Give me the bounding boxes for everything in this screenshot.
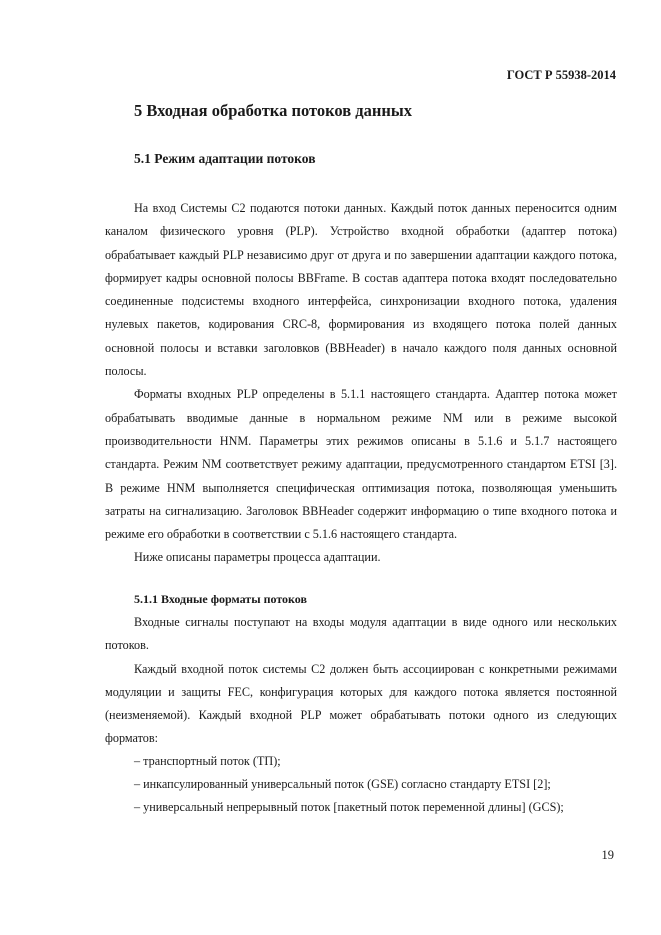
- paragraph: На вход Системы С2 подаются потоки данных. Каждый поток данных переносится одним каналом физического уровня (PLP). Устройство входной обработки (адаптер потока) обрабатывает каждый PLP независимо друг от друга и по завершении адаптации каждого потока, формирует кадры основной полосы BBFrame. В состав адаптера потока входят последовательно соединенные подсистемы входного интерфейса, синхронизации входного потока, удаления нулевых пакетов, кодирования CRC-8, формирования из входящего потока полей данных основной полосы и вставки заголовков (BBHeader) в начало каждого поля данных основной полосы.: [105, 201, 617, 379]
- paragraph: Форматы входных PLP определены в 5.1.1 настоящего стандарта. Адаптер потока может обрабатывать вводимые данные в нормальном режиме NM или в режиме высокой производительности HNM. Параметры этих режимов описаны в 5.1.6 и 5.1.7 настоящего стандарта. Режим NM соответствует режиму адаптации, предусмотренного стандартом ETSI [3]. В режиме HNM выполняется специфическая оптимизация потока, позволяющая уменьшить затраты на сигнализацию. Заголовок BBHeader содержит информацию о типе входного потока и режиме его обработки в соответствии с 5.1.6 настоящего стандарта.: [105, 387, 617, 542]
- list-item: – транспортный поток (ТП);: [134, 754, 281, 768]
- page-number: 19: [601, 848, 614, 862]
- subsection-title: 5.1 Режим адаптации потоков: [134, 151, 316, 166]
- paragraph: Входные сигналы поступают на входы модуля адаптации в виде одного или нескольких потоков.: [105, 615, 617, 653]
- list-item: – универсальный непрерывный поток [пакетный поток переменной длины] (GCS);: [134, 800, 564, 814]
- formats-text-block: [105, 611, 617, 751]
- paragraph: Ниже описаны параметры процесса адаптации.: [134, 550, 381, 565]
- paragraph: Каждый входной поток системы С2 должен быть ассоциирован с конкретными режимами модуляции и защиты FEC, конфигурация которых для каждого потока является постоянной (неизменяемой). Каждый входной PLP может обрабатывать потоки одного из следующих форматов:: [105, 661, 617, 746]
- subsubsection-title: 5.1.1 Входные форматы потоков: [134, 592, 307, 606]
- standard-header: ГОСТ Р 55938-2014: [506, 68, 616, 82]
- list-item: – инкапсулированный универсальный поток (GSE) согласно стандарту ETSI [2];: [134, 777, 551, 791]
- main-text-block: [105, 197, 617, 570]
- section-title: 5 Входная обработка потоков данных: [134, 101, 413, 120]
